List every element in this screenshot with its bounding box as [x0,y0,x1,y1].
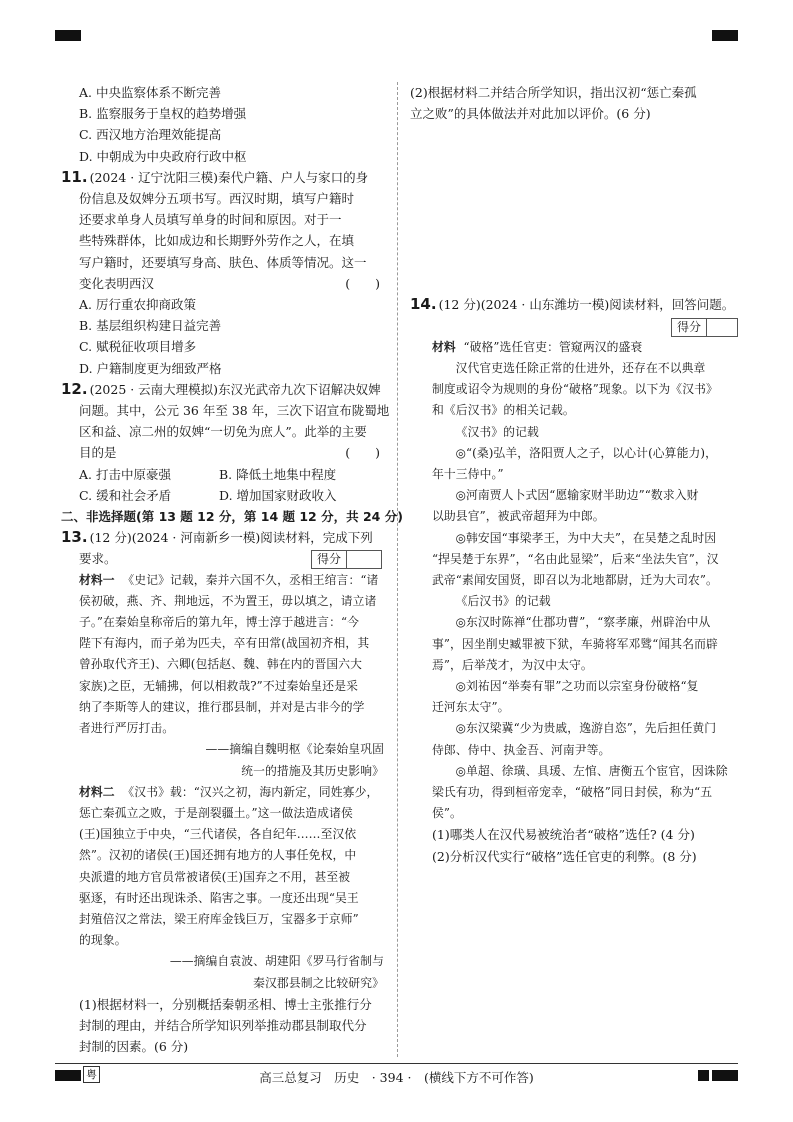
sub-question: (2)分析汉代实行“破格”选任官吏的利弊。(8 分) [432,848,697,864]
stem-line: 写户籍时，还要填写身高、肤色、体质等情况。这一 [79,254,367,270]
material-source: 统一的措施及其历史影响》 [241,763,384,778]
material-subhead: 《后汉书》的记载 [455,594,551,609]
material-line: 曾孙取代齐王)、六卿(包括赵、魏、韩在内的晋国六大 [79,657,363,672]
material-line: 《史记》记载，秦并六国不久，丞相王绾言：“诸 [122,572,379,587]
sub-question: (2)根据材料二并结合所学知识，指出汉初“惩亡秦孤 [410,85,697,100]
material-line: 家族)之臣，无辅拂，何以相救哉?”不过秦始皇还是采 [79,678,358,693]
option: C. 缓和社会矛盾 [79,487,172,503]
material-line: 惩亡秦孤立之败，于是剖裂疆土。”这一做法造成诸侯 [79,805,353,820]
material-line: 武帝“素闻安国贤，即召以为北地都尉，迁为大司农”。 [432,573,718,588]
stem-line: (12 分)(2024 · 山东潍坊一模)阅读材料，回答问题。 [438,297,735,313]
material-line: ◎河南贾人卜式因“愿输家财半助边”“数求入财 [455,488,699,503]
material-subhead: 《汉书》的记载 [455,424,539,439]
stem-line: (12 分)(2024 · 河南新乡一模)阅读材料，完成下列 [89,530,373,546]
material-line: 汉代官吏选任除正常的仕进外，还存在不以典章 [455,361,706,376]
stem-line: 变化表明西汉 [79,275,155,291]
material-line: ◎东汉时陈禅“仕郡功曹”，“察孝廉，州辟治中从 [455,615,711,630]
answer-paren: ( ) [345,445,380,461]
material-line: 子。”在秦始皇称帝后的第九年，博士淳于越进言：“今 [79,615,359,630]
footer-text: 高三总复习 历史 · 394 · (横线下方不可作答) [259,1070,534,1085]
material-source: ——摘编自袁波、胡建阳《罗马行省制与 [169,954,384,969]
material-line: ◎刘祐因“举奏有罪”之功而以宗室身份破格“复 [455,679,699,694]
material-label: 材料一 [79,572,115,587]
material-line: 年十三侍中。” [432,467,504,482]
option: A. 中央监察体系不断完善 [79,85,221,100]
option: B. 降低土地集中程度 [219,466,337,482]
question-11 [61,167,384,379]
question-14 [410,294,740,866]
option: B. 基层组织构建日益完善 [79,318,222,334]
stem-line: (2025 · 云南大理模拟)东汉光武帝九次下诏解决奴婢 [89,381,381,397]
q10-options [79,82,384,167]
score-label: 得分 [672,319,707,336]
option: C. 西汉地方治理效能提高 [79,127,222,143]
corner-mark-top-left [55,30,81,41]
column-divider [397,82,398,1057]
question-13 [61,527,384,1057]
sub-question: 封制的理由，并结合所学知识列举推动郡县制取代分 [79,1017,367,1033]
material-line: 迁河东太守”。 [432,700,510,715]
material-line: 央派遣的地方官员常被诸侯(王)国弃之不用，甚至被 [79,869,351,884]
region-badge: 粤 [83,1066,100,1083]
section-heading: 二、非选择题(第 13 题 12 分，第 14 题 12 分，共 24 分) [61,509,403,525]
stem-line: 份信息及奴婢分五项书写。西汉时期，填写户籍时 [79,191,355,207]
score-box[interactable] [311,550,382,569]
material-line: 纳了李斯等人的建议，推行郡县制，并对是古非今的学 [79,699,365,714]
question-number: 11. [61,167,88,186]
material-line: 事”，因坐削史臧罪被下狱，车骑将军邓骘“闻其名而辟 [432,636,718,651]
stem-line: 要求。 [79,551,117,567]
score-box[interactable] [671,318,738,337]
material-line: 和《后汉书》的相关记载。 [432,403,575,418]
question-number: 12. [61,379,88,398]
material-line: 者进行严厉打击。 [79,721,175,736]
footer-mark-right [712,1070,738,1081]
material-label: 材料二 [79,784,115,799]
corner-mark-top-right [712,30,738,41]
answer-space[interactable] [410,124,740,294]
stem-line: 区和益、凉二州的奴婢“一切免为庶人”。此举的主要 [79,424,367,440]
option: A. 打击中原豪强 [79,466,171,482]
material-line: 制度或诏令为规则的身份“破格”现象。以下为《汉书》 [432,382,718,397]
stem-line: 些特殊群体，比如成边和长期野外劳作之人，在填 [79,233,355,249]
sub-question: 立之败”的具体做法并对此加以评价。(6 分) [410,106,651,122]
question-12 [61,379,390,506]
material-line: 陛下有海内，而子弟为匹夫，卒有田常(战国初齐相，其 [79,636,370,651]
footer-mark-right-small [698,1070,709,1081]
material-line: 然”。汉初的诸侯(王)国还拥有地方的人事任免权，中 [79,848,357,863]
material-line: 封殖倍汉之常法，梁王府库金钱巨万，宝器多于京师” [79,911,359,926]
material-label: 材料 [432,339,456,354]
material-line: 的现象。 [79,933,127,948]
option: D. 户籍制度更为细致严格 [79,360,222,376]
material-line: 以助县官”，被武帝超拜为中郎。 [432,509,605,524]
material-source: 秦汉郡县制之比较研究》 [253,975,384,990]
sub-question: (1)根据材料一，分别概括秦朝丞相、博士主张推行分 [79,996,372,1012]
left-column [61,82,403,1057]
option: D. 中朝成为中央政府行政中枢 [79,148,247,164]
option: D. 增加国家财政收入 [219,487,337,503]
stem-line: 目的是 [79,445,117,461]
material-line: 梁氏有功，得到桓帝宠幸，“破格”同日封侯，称为“五 [432,785,713,800]
material-line: ◎单超、徐璜、具瑗、左悺、唐衡五个宦官，因诛除 [455,763,728,778]
stem-line: 问题。其中，公元 36 年至 38 年，三次下诏宣布陇蜀地 [79,403,390,419]
question-number: 13. [61,528,88,547]
material-line: ◎韩安国“事梁孝王，为中大夫”，在吴楚之乱时因 [455,530,717,545]
question-number: 14. [410,295,437,314]
material-source: ——摘编自魏明枢《论秦始皇巩固 [205,742,384,757]
material-line: “捍吴楚于东界”，“名由此显梁”，后来“坐法失官”，汉 [432,551,719,566]
answer-paren: ( ) [345,275,380,291]
option: A. 厉行重农抑商政策 [79,297,196,313]
material-line: 《汉书》载：“汉兴之初，海内新定，同姓寡少， [122,784,379,799]
material-line: 驱逐，有时还出现诛杀、陷害之事。一度还出现“吴王 [79,890,359,905]
material-line: ◎东汉梁冀“少为贵戚，逸游自恣”，先后担任黄门 [455,721,717,736]
material-line: 侍郎、侍中、执金吾、河南尹等。 [432,742,611,757]
option: B. 监察服务于皇权的趋势增强 [79,106,247,122]
material-line: (王)国独立于中央，“三代诸侯，各自纪年……至汉依 [79,827,357,842]
stem-line: (2024 · 辽宁沈阳三模)秦代户籍、户人与家口的身 [89,169,369,185]
sub-question: (1)哪类人在汉代易被统治者“破格”选任? (4 分) [432,827,695,843]
sub-question: 封制的因素。(6 分) [79,1039,189,1055]
right-column [410,82,740,867]
page-footer [55,1063,738,1086]
score-label: 得分 [312,551,347,568]
material-title: “破格”选任官吏：管窥两汉的盛衰 [463,339,643,354]
stem-line: 还要求单身人员填写单身的时间和原因。对于一 [79,212,342,228]
option: C. 赋税征收项目增多 [79,339,197,355]
material-line: 侯初破，燕、齐、荆地远，不为置王，毋以填之，请立诸 [79,593,377,608]
material-line: ◎“(桑)弘羊，洛阳贾人之子，以心计(心算能力)， [455,445,717,460]
material-line: 侯”。 [432,806,462,821]
material-line: 焉”，后举茂才，为汉中太守。 [432,657,593,672]
